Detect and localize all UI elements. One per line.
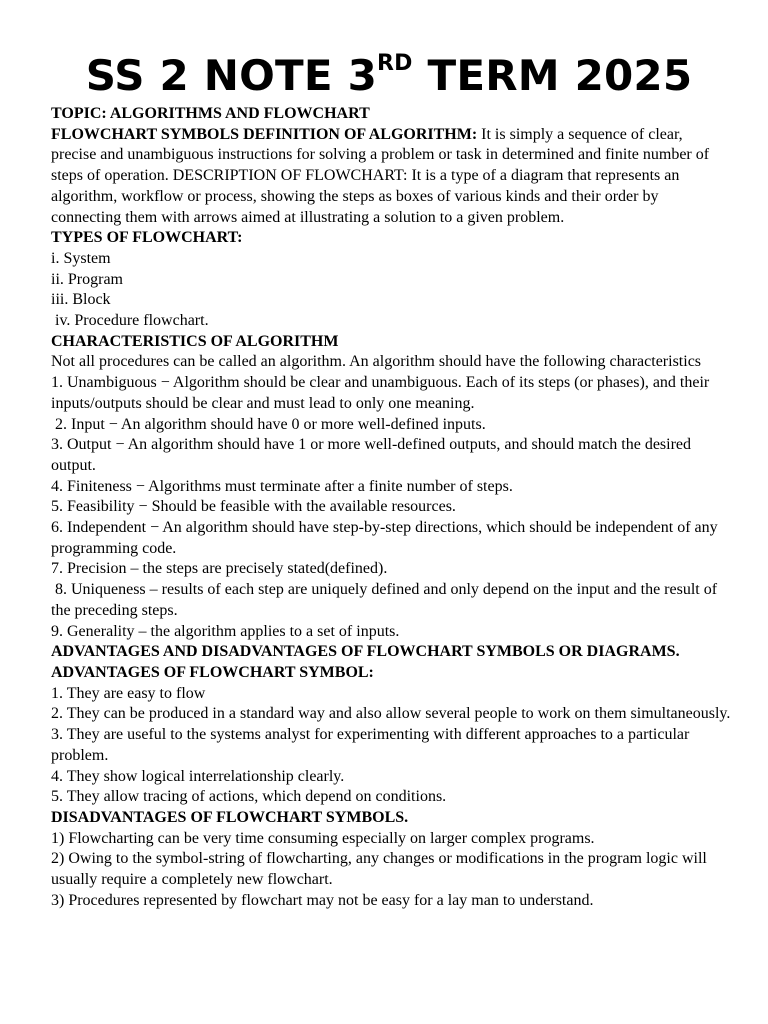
list-item: 5. Feasibility − Should be feasible with the available resources. (51, 498, 456, 516)
list-item: 2. Input − An algorithm should have 0 or more well-defined inputs. (51, 415, 486, 433)
list-item: 9. Generality – the algorithm applies to a set of inputs. (51, 622, 400, 640)
advantages-heading: ADVANTAGES OF FLOWCHART SYMBOL: (51, 663, 374, 681)
list-item: 2) Owing to the symbol-string of flowcharting, any changes or modifications in the program logic will usually require a completely new flowchart. (51, 850, 707, 889)
list-item: 1) Flowcharting can be very time consuming especially on larger complex programs. (51, 829, 595, 847)
disadvantages-heading: DISADVANTAGES OF FLOWCHART SYMBOLS. (51, 808, 409, 826)
list-item: 6. Independent − An algorithm should have step-by-step directions, which should be independent of any programming code. (51, 519, 718, 557)
adv-disadv-heading: ADVANTAGES AND DISADVANTAGES OF FLOWCHART SYMBOLS OR DIAGRAMS. (51, 643, 680, 661)
list-item: ii. Program (51, 270, 123, 288)
list-item: 3) Procedures represented by flowchart may not be easy for a lay man to understand. (51, 891, 594, 909)
types-heading: TYPES OF FLOWCHART: (51, 229, 243, 247)
list-item: 5. They allow tracing of actions, which depend on conditions. (51, 788, 447, 806)
list-item: 7. Precision – the steps are precisely stated(defined). (51, 560, 388, 578)
characteristics-intro: Not all procedures can be called an algorithm. An algorithm should have the following characteristics (51, 353, 702, 371)
list-item: i. System (51, 249, 111, 267)
list-item: iv. Procedure flowchart. (51, 312, 209, 330)
list-item: 8. Uniqueness – results of each step are uniquely defined and only depend on the input and the result of the preceding steps. (51, 581, 722, 619)
document-body (51, 104, 731, 911)
list-item: 3. They are useful to the systems analyst for experimenting with different approaches to a particular problem. (51, 726, 690, 764)
characteristics-heading: CHARACTERISTICS OF ALGORITHM (51, 332, 339, 350)
topic-heading: TOPIC: ALGORITHMS AND FLOWCHART (51, 105, 370, 122)
list-item: 4. Finiteness − Algorithms must terminate after a finite number of steps. (51, 477, 513, 495)
list-item: iii. Block (51, 291, 111, 309)
list-item: 1. Unambiguous − Algorithm should be clear and unambiguous. Each of its steps (or phases), and their inputs/outputs should be clear and must lead to only one meaning. (51, 374, 710, 412)
intro-paragraph (51, 125, 731, 229)
list-item: 4. They show logical interrelationship clearly. (51, 767, 345, 785)
list-item: 1. They are easy to flow (51, 684, 206, 702)
intro-text: It is simply a sequence of clear, precise and unambiguous instructions for solving a problem or task in determined and finite number of steps of operation. DESCRIPTION OF FLOWCHART: It is a type of a diagram that represents an algorithm, workflow or process, showing the steps as boxes of various kinds and their order by connecting them with arrows aimed at illustrating a solution to a given problem. (51, 125, 710, 226)
intro-bold: FLOWCHART SYMBOLS DEFINITION OF ALGORITHM: (51, 125, 478, 143)
list-item: 2. They can be produced in a standard way and also allow several people to work on them simultaneously. (51, 705, 731, 723)
list-item: 3. Output − An algorithm should have 1 or more well-defined outputs, and should match the desired output. (51, 436, 692, 474)
page-title: SS 2 NOTE 3RD TERM 2025 (85, 51, 693, 100)
